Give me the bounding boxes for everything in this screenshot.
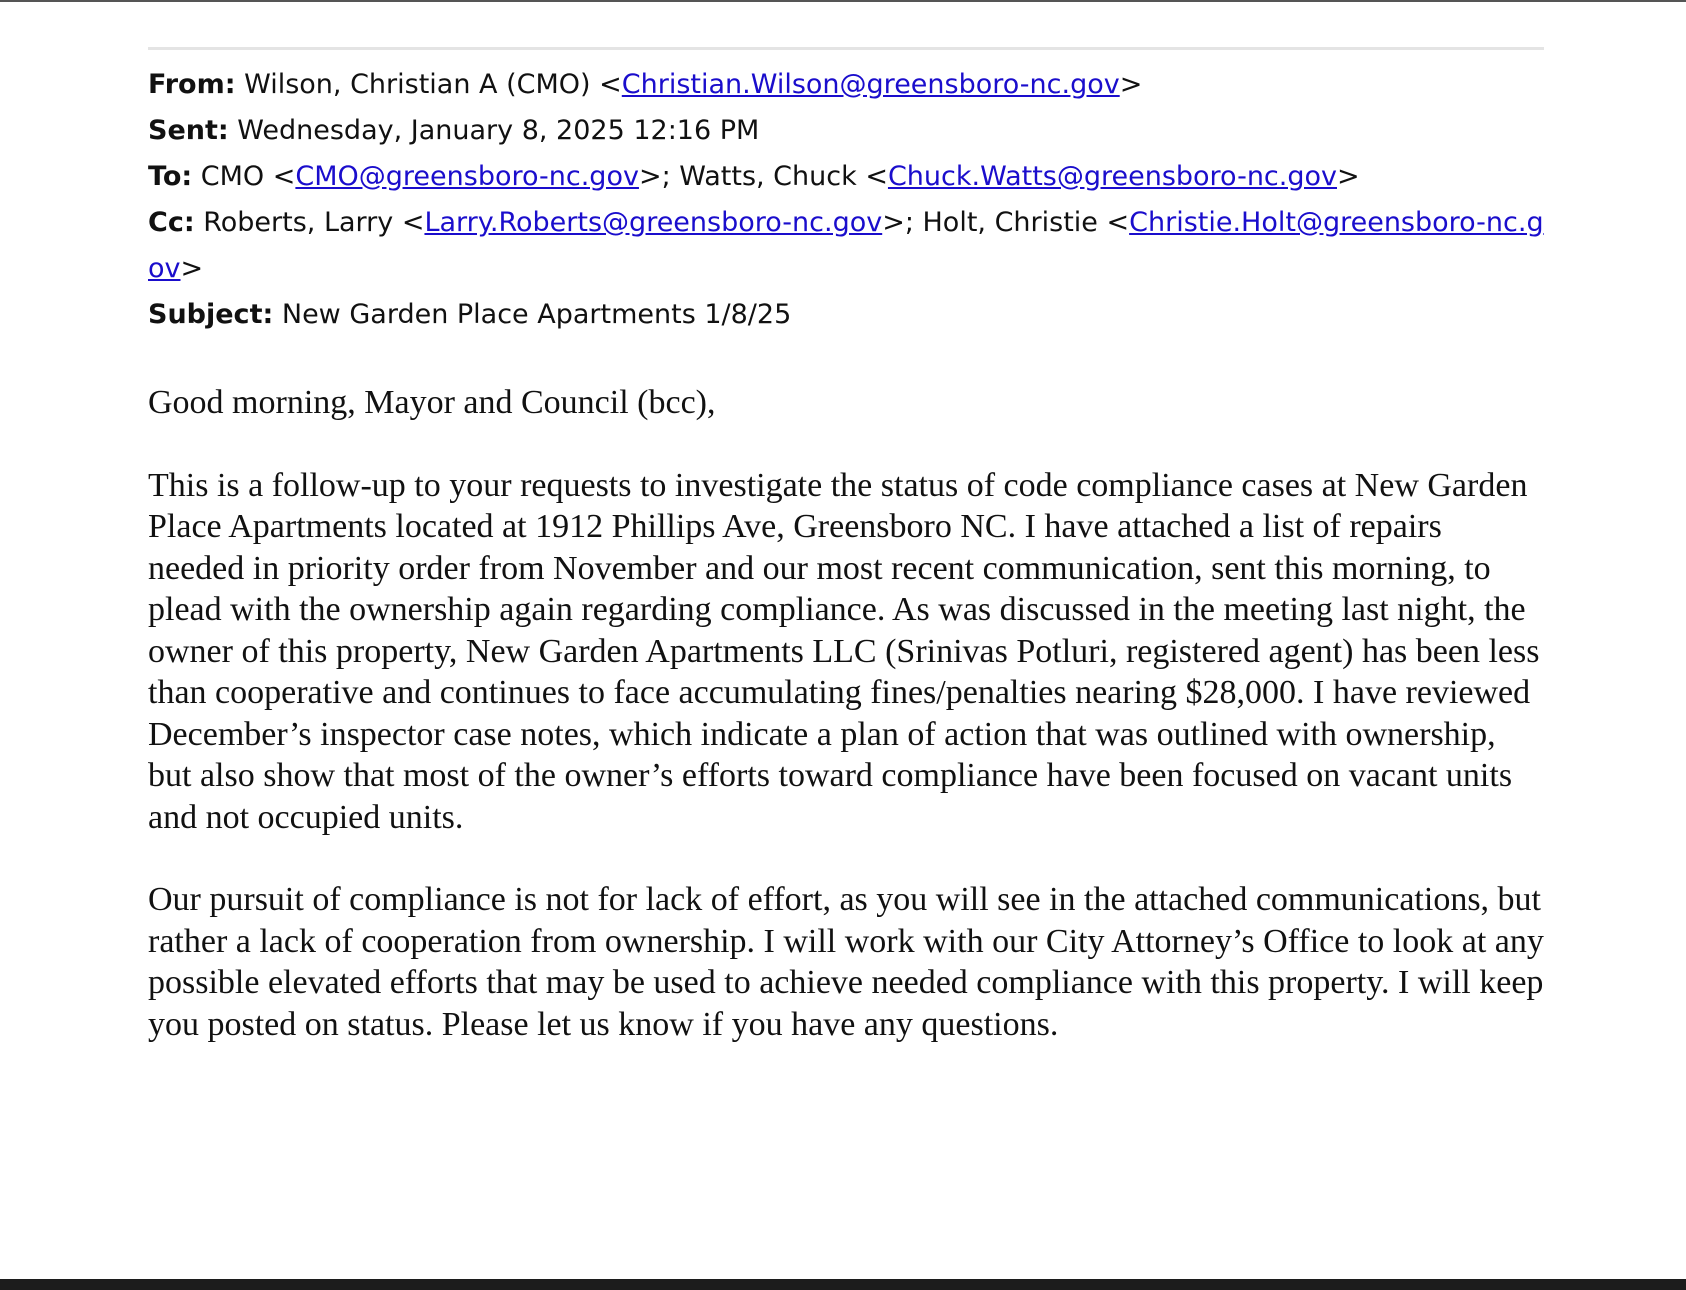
header-divider (148, 47, 1544, 50)
sent-label: Sent: (148, 115, 229, 146)
cc-label: Cc: (148, 207, 195, 238)
subject-label: Subject: (148, 299, 274, 330)
body-paragraph-2: Our pursuit of compliance is not for lack of effort, as you will see in the attached communications, but rather a lack of cooperation from ownership. I will work with our City Attorney’s Office to look at any possible elevated efforts that may be used to achieve needed compliance with this property. I will keep you posted on status. Please let us know if you have any questions. (148, 881, 1544, 1043)
body-paragraph-1: This is a follow-up to your requests to investigate the status of code compliance cases at New Garden Place Apartments located at 1912 Phillips Ave, Greensboro NC. I have attached a list of repairs needed in priority order from November and our most recent communication, sent this morning, to plead with the ownership again regarding compliance. As was discussed in the meeting last night, the owner of this property, New Garden Apartments LLC (Srinivas Potluri, registered agent) has been less than cooperative and continues to face accumulating fines/penalties nearing $28,000. I have reviewed December’s inspector case notes, which indicate a plan of action that was outlined with ownership, but also show that most of the owner’s efforts toward compliance have been focused on vacant units and not occupied units. (148, 466, 1540, 836)
to-recipient-2-link[interactable]: Chuck.Watts@greensboro-nc.gov (887, 161, 1337, 192)
email-document (148, 47, 1544, 1086)
cc-recipient-2-link[interactable]: Christie.Holt@greensboro-nc.gov (148, 207, 1544, 284)
cc-recipient-2-name: >; Holt, Christie < (882, 207, 1130, 238)
subject-value: New Garden Place Apartments 1/8/25 (281, 299, 792, 330)
bottom-frame-bar (0, 1279, 1686, 1290)
from-label: From: (148, 69, 236, 100)
from-line (148, 62, 1544, 108)
to-recipient-1-name: CMO < (200, 161, 296, 192)
from-name: Wilson, Christian A (CMO) < (244, 69, 622, 100)
to-label: To: (148, 161, 193, 192)
cc-recipient-1-name: Roberts, Larry < (203, 207, 425, 238)
to-recipient-2-name: >; Watts, Chuck < (638, 161, 888, 192)
from-address-link[interactable]: Christian.Wilson@greensboro-nc.gov (621, 69, 1120, 100)
sent-value: Wednesday, January 8, 2025 12:16 PM (237, 115, 760, 146)
cc-line (148, 200, 1544, 292)
cc-close: > (180, 253, 204, 284)
from-close: > (1119, 69, 1143, 100)
to-line (148, 154, 1544, 200)
to-recipient-1-link[interactable]: CMO@greensboro-nc.gov (295, 161, 639, 192)
sent-line (148, 108, 1544, 154)
email-body (148, 382, 1544, 1045)
email-header (148, 62, 1544, 338)
greeting: Good morning, Mayor and Council (bcc), (148, 384, 716, 421)
subject-line (148, 292, 1544, 338)
cc-recipient-1-link[interactable]: Larry.Roberts@greensboro-nc.gov (424, 207, 883, 238)
to-close: > (1337, 161, 1360, 192)
